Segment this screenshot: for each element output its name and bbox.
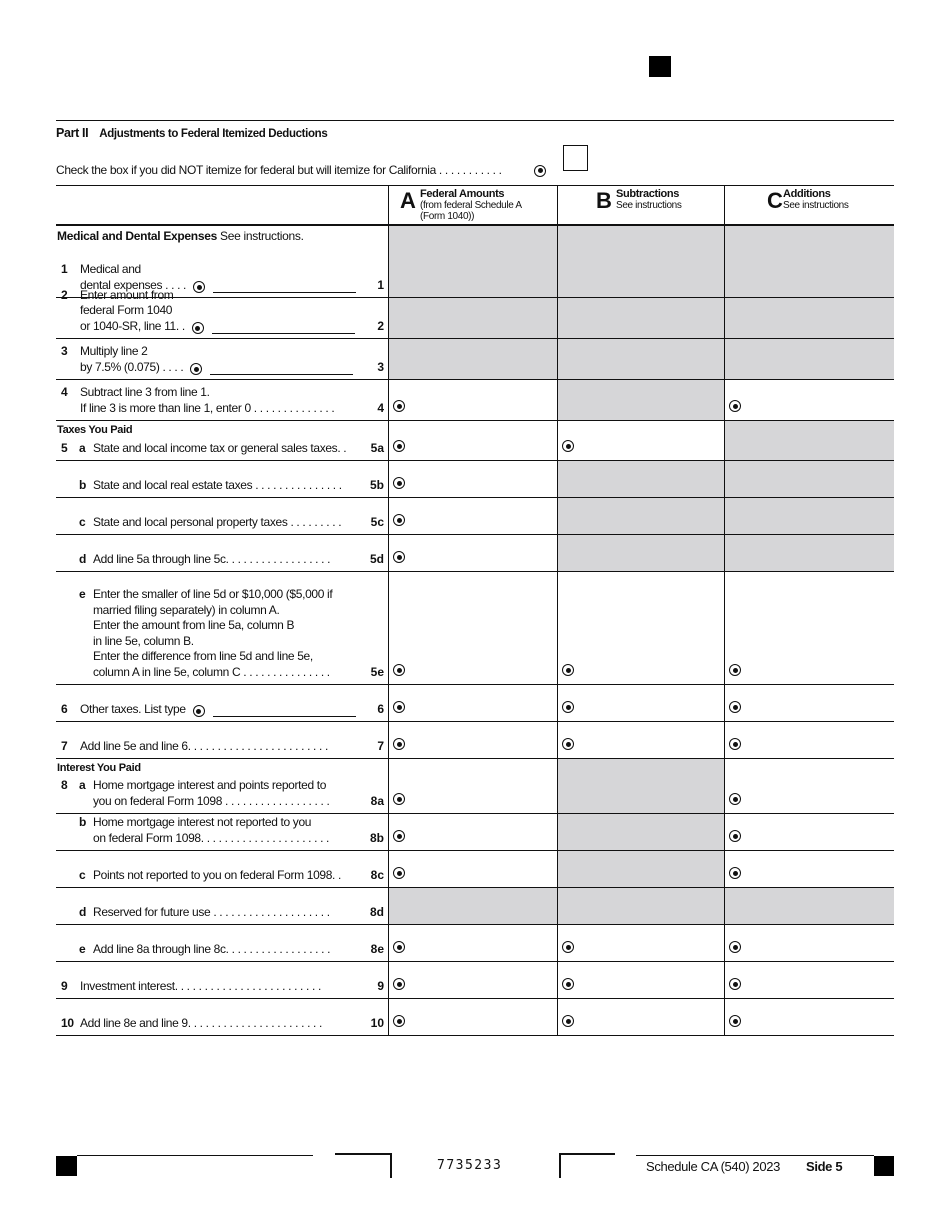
bullet-icon bbox=[192, 322, 204, 334]
section-medical bbox=[57, 229, 304, 243]
column-header-c bbox=[724, 186, 895, 224]
line-7-column-b[interactable] bbox=[557, 722, 724, 758]
bullet-icon bbox=[729, 793, 741, 805]
line-3-column-b bbox=[557, 339, 724, 379]
line-label bbox=[56, 1016, 388, 1036]
line-5d-column-b bbox=[557, 535, 724, 571]
label-line bbox=[56, 478, 388, 494]
bullet-icon bbox=[562, 738, 574, 750]
line-label bbox=[56, 905, 388, 925]
line-1-column-c bbox=[724, 226, 894, 297]
bullet-icon bbox=[393, 941, 405, 953]
label-text: Enter the smaller of line 5d or $10,000 ($5,000 if bbox=[93, 587, 333, 601]
line-number: 9 bbox=[61, 978, 68, 993]
line-ref: 5a bbox=[370, 440, 384, 455]
line-number: 7 bbox=[61, 738, 68, 753]
line-ref: 5d bbox=[369, 551, 384, 566]
line-ref: 1 bbox=[377, 277, 384, 292]
bullet-icon bbox=[729, 941, 741, 953]
label-text: Investment interest. . . . . . . . . . . . . . . . . . . . . . . . . bbox=[80, 978, 321, 993]
bullet-icon bbox=[393, 514, 405, 526]
line-5d bbox=[56, 535, 894, 572]
line-letter: c bbox=[79, 514, 86, 529]
label-line bbox=[56, 979, 388, 995]
bullet-icon bbox=[562, 664, 574, 676]
label-line bbox=[56, 665, 388, 681]
line-5a-column-a[interactable] bbox=[388, 421, 557, 460]
line-2 bbox=[56, 287, 894, 339]
line-number: 6 bbox=[61, 701, 68, 716]
column-letter: A bbox=[400, 188, 416, 213]
label-text: If line 3 is more than line 1, enter 0 . . . . . . . . . . . . . . bbox=[80, 400, 335, 415]
label-line bbox=[56, 401, 388, 417]
bullet-icon bbox=[190, 363, 202, 375]
label-text: Enter the amount from line 5a, column B bbox=[93, 618, 295, 632]
bullet-icon bbox=[729, 830, 741, 842]
line-letter: d bbox=[79, 551, 86, 566]
line-letter: e bbox=[79, 941, 86, 956]
line-7-column-a[interactable] bbox=[388, 722, 557, 758]
bullet-icon bbox=[193, 705, 205, 717]
line-10 bbox=[56, 999, 894, 1036]
line-label bbox=[56, 515, 388, 535]
bullet-icon bbox=[393, 978, 405, 990]
line-label bbox=[56, 739, 388, 759]
line-2-input[interactable] bbox=[212, 321, 355, 334]
line-label bbox=[56, 587, 388, 684]
bullet-icon bbox=[393, 551, 405, 563]
column-letter: C bbox=[767, 188, 783, 213]
label-line bbox=[56, 815, 388, 831]
label-line bbox=[56, 262, 388, 278]
line-1-column-b bbox=[557, 226, 724, 297]
line-4 bbox=[56, 380, 894, 421]
label-line bbox=[56, 385, 388, 401]
line-6-column-c[interactable] bbox=[724, 685, 894, 721]
line-5d-column-c bbox=[724, 535, 894, 571]
line-5c-column-c bbox=[724, 498, 894, 534]
part-label: Part II bbox=[56, 126, 89, 140]
line-label bbox=[56, 288, 388, 339]
line-8d-column-b bbox=[557, 888, 724, 924]
label-text: Medical and bbox=[80, 262, 141, 276]
bullet-icon bbox=[393, 477, 405, 489]
line-5b-column-a[interactable] bbox=[388, 461, 557, 497]
line-9 bbox=[56, 962, 894, 999]
bullet-icon bbox=[729, 701, 741, 713]
registration-mark bbox=[649, 56, 671, 77]
line-10-column-b[interactable] bbox=[557, 999, 724, 1035]
line-ref: 4 bbox=[377, 400, 384, 415]
label-line bbox=[56, 634, 388, 650]
label-line bbox=[56, 288, 388, 304]
label-line bbox=[56, 603, 388, 619]
line-5c-column-a[interactable] bbox=[388, 498, 557, 534]
bullet-icon bbox=[729, 978, 741, 990]
bullet-icon bbox=[393, 400, 405, 412]
bullet-icon bbox=[393, 793, 405, 805]
column-subtitle: See instructions bbox=[783, 200, 849, 211]
label-text: Add line 8e and line 9. . . . . . . . . . . . . . . . . . . . . . . bbox=[80, 1015, 323, 1030]
column-subtitle: (from federal Schedule A bbox=[420, 200, 522, 211]
corner-mark bbox=[559, 1153, 615, 1178]
column-header-row bbox=[56, 185, 894, 226]
label-text: Other taxes. List type bbox=[80, 701, 186, 716]
line-ref: 8a bbox=[370, 793, 384, 808]
label-line bbox=[56, 303, 388, 319]
line-3-column-c bbox=[724, 339, 894, 379]
line-2-column-b bbox=[557, 298, 724, 338]
line-8c bbox=[56, 851, 894, 888]
label-line bbox=[56, 739, 388, 755]
label-text: Home mortgage interest not reported to you bbox=[93, 815, 312, 829]
registration-mark bbox=[56, 1156, 77, 1176]
line-letter: e bbox=[79, 587, 86, 601]
label-text: Add line 8a through line 8c. . . . . . . . . . . . . . . . . . bbox=[93, 941, 331, 956]
line-number: 2 bbox=[61, 287, 68, 302]
line-ref: 2 bbox=[377, 318, 384, 333]
line-ref: 5b bbox=[369, 477, 384, 492]
line-5c-column-b bbox=[557, 498, 724, 534]
line-2-column-a bbox=[388, 298, 557, 338]
column-title: Federal Amounts bbox=[420, 188, 505, 200]
line-5a-column-c bbox=[724, 421, 894, 460]
line-label bbox=[56, 478, 388, 498]
line-label bbox=[56, 702, 388, 722]
line-5b-column-c bbox=[724, 461, 894, 497]
line-2-column-c bbox=[724, 298, 894, 338]
line-letter: c bbox=[79, 867, 86, 882]
divider bbox=[636, 1155, 874, 1156]
line-letter: b bbox=[79, 477, 86, 492]
label-line bbox=[56, 942, 388, 958]
line-8e-column-b[interactable] bbox=[557, 925, 724, 961]
line-number: 5 bbox=[61, 440, 68, 455]
bullet-icon bbox=[534, 165, 546, 177]
line-5b-column-b bbox=[557, 461, 724, 497]
column-title: Additions bbox=[783, 188, 831, 200]
label-line bbox=[56, 319, 388, 335]
line-3 bbox=[56, 339, 894, 380]
bullet-icon bbox=[393, 664, 405, 676]
label-text: column A in line 5e, column C . . . . . . . . . . . . . . . bbox=[93, 664, 330, 679]
label-line bbox=[56, 794, 388, 810]
section-note: See instructions. bbox=[220, 229, 304, 243]
label-line bbox=[56, 441, 388, 457]
line-8b-column-c[interactable] bbox=[724, 814, 894, 850]
line-9-column-a[interactable] bbox=[388, 962, 557, 998]
line-ref: 8e bbox=[370, 941, 384, 956]
column-header-b bbox=[557, 186, 725, 224]
line-ref: 5e bbox=[370, 664, 384, 679]
registration-mark bbox=[874, 1156, 894, 1176]
bullet-icon bbox=[393, 701, 405, 713]
label-line bbox=[56, 831, 388, 847]
section-title: Interest You Paid bbox=[57, 762, 141, 774]
line-label bbox=[56, 979, 388, 999]
line-5c bbox=[56, 498, 894, 535]
line-3-input[interactable] bbox=[210, 362, 353, 375]
line-5e-column-c[interactable] bbox=[724, 572, 894, 684]
line-8c-column-a[interactable] bbox=[388, 851, 557, 887]
divider bbox=[77, 1155, 313, 1156]
line-ref: 6 bbox=[377, 701, 384, 716]
label-line bbox=[56, 778, 388, 794]
line-8d bbox=[56, 888, 894, 925]
label-line bbox=[56, 1016, 388, 1032]
line-4-column-c[interactable] bbox=[724, 380, 894, 420]
line-label bbox=[56, 815, 388, 850]
bullet-icon bbox=[729, 867, 741, 879]
label-text: Enter the difference from line 5d and line 5e, bbox=[93, 649, 313, 663]
corner-mark bbox=[335, 1153, 392, 1178]
bullet-icon bbox=[393, 830, 405, 842]
bullet-icon bbox=[729, 738, 741, 750]
column-letter: B bbox=[596, 188, 612, 213]
column-title: Subtractions bbox=[616, 188, 680, 200]
line-5e-column-b[interactable] bbox=[557, 572, 724, 684]
line-4-column-b bbox=[557, 380, 724, 420]
label-text: Add line 5e and line 6. . . . . . . . . . . . . . . . . . . . . . . . bbox=[80, 738, 328, 753]
label-text: Enter amount from bbox=[80, 287, 174, 302]
label-text: married filing separately) in column A. bbox=[93, 602, 280, 617]
bullet-icon bbox=[562, 440, 574, 452]
line-ref: 8c bbox=[370, 867, 384, 882]
line-5e-column-a[interactable] bbox=[388, 572, 557, 684]
form-name: Schedule CA (540) 2023 bbox=[646, 1159, 780, 1174]
line-ref: 8b bbox=[369, 830, 384, 845]
line-label bbox=[56, 344, 388, 379]
bullet-icon bbox=[562, 701, 574, 713]
line-5e bbox=[56, 572, 894, 685]
bullet-icon bbox=[729, 400, 741, 412]
label-line bbox=[56, 868, 388, 884]
bullet-icon bbox=[562, 1015, 574, 1027]
line-10-column-a[interactable] bbox=[388, 999, 557, 1035]
bullet-icon bbox=[393, 738, 405, 750]
bullet-icon bbox=[729, 664, 741, 676]
line-number: 10 bbox=[61, 1015, 74, 1030]
section-taxes bbox=[57, 422, 132, 436]
label-text: Reserved for future use . . . . . . . . . . . . . . . . . . . . bbox=[93, 904, 330, 919]
part-header bbox=[56, 126, 327, 140]
bullet-icon bbox=[729, 1015, 741, 1027]
line-ref: 9 bbox=[377, 978, 384, 993]
label-text: federal Form 1040 bbox=[80, 303, 173, 317]
line-7 bbox=[56, 722, 894, 759]
label-text: by 7.5% (0.075) . . . . bbox=[80, 359, 184, 374]
label-text: Add line 5a through line 5c. . . . . . . . . . . . . . . . . . bbox=[93, 551, 331, 566]
check-box-text: Check the box if you did NOT itemize for federal but will itemize for California . . . . . . . . . . . bbox=[56, 163, 502, 177]
section-title: Medical and Dental Expenses bbox=[57, 229, 217, 243]
bullet-icon bbox=[562, 978, 574, 990]
line-1-column-a bbox=[388, 226, 557, 297]
bullet-icon bbox=[393, 1015, 405, 1027]
line-label bbox=[56, 441, 388, 461]
line-label bbox=[56, 868, 388, 888]
section-title: Taxes You Paid bbox=[57, 424, 133, 436]
label-text: Subtract line 3 from line 1. bbox=[80, 385, 210, 399]
label-line bbox=[56, 515, 388, 531]
line-3-column-a bbox=[388, 339, 557, 379]
line-8e bbox=[56, 925, 894, 962]
column-subtitle-2: (Form 1040)) bbox=[420, 211, 475, 222]
line-label bbox=[56, 942, 388, 962]
line-ref: 7 bbox=[377, 738, 384, 753]
label-line bbox=[56, 702, 388, 718]
label-text: dental expenses . . . . bbox=[80, 277, 187, 292]
label-text: on federal Form 1098. . . . . . . . . . . . . . . . . . . . . . bbox=[93, 830, 330, 845]
line-label bbox=[56, 778, 388, 813]
line-5d-column-a[interactable] bbox=[388, 535, 557, 571]
line-8e-column-c[interactable] bbox=[724, 925, 894, 961]
line-letter: a bbox=[79, 440, 86, 455]
line-number: 1 bbox=[61, 262, 68, 276]
line-label bbox=[56, 552, 388, 572]
line-8a bbox=[56, 759, 894, 814]
line-8d-column-a bbox=[388, 888, 557, 924]
bullet-icon bbox=[393, 867, 405, 879]
label-line bbox=[56, 360, 388, 376]
line-letter: d bbox=[79, 904, 86, 919]
line-number: 8 bbox=[61, 778, 68, 792]
line-letter: a bbox=[79, 778, 86, 792]
line-8c-column-b bbox=[557, 851, 724, 887]
line-7-column-c[interactable] bbox=[724, 722, 894, 758]
line-8c-column-c[interactable] bbox=[724, 851, 894, 887]
label-line bbox=[56, 905, 388, 921]
line-8e-column-a[interactable] bbox=[388, 925, 557, 961]
line-9-column-b[interactable] bbox=[557, 962, 724, 998]
line-6-input[interactable] bbox=[213, 704, 356, 717]
label-text: Home mortgage interest and points reported to bbox=[93, 778, 327, 792]
line-6-column-a[interactable] bbox=[388, 685, 557, 721]
line-ref: 5c bbox=[370, 514, 384, 529]
label-text: in line 5e, column B. bbox=[93, 633, 194, 648]
line-6 bbox=[56, 685, 894, 722]
line-8b-column-b bbox=[557, 814, 724, 850]
line-6-column-b[interactable] bbox=[557, 685, 724, 721]
label-line bbox=[56, 344, 388, 360]
line-5b bbox=[56, 461, 894, 498]
label-line bbox=[56, 649, 388, 665]
column-subtitle: See instructions bbox=[616, 200, 682, 211]
label-text: Multiply line 2 bbox=[80, 344, 148, 358]
itemize-california-checkbox[interactable] bbox=[563, 145, 588, 171]
line-5a-column-b[interactable] bbox=[557, 421, 724, 460]
line-8a-column-c[interactable] bbox=[724, 759, 894, 813]
line-number: 3 bbox=[61, 344, 68, 358]
label-text: Points not reported to you on federal Form 1098. . bbox=[93, 867, 341, 882]
line-9-column-c[interactable] bbox=[724, 962, 894, 998]
line-4-column-a[interactable] bbox=[388, 380, 557, 420]
form-code: 7735233 bbox=[437, 1158, 503, 1173]
line-letter: b bbox=[79, 815, 86, 829]
line-8a-column-a[interactable] bbox=[388, 759, 557, 813]
label-text: State and local personal property taxes . . . . . . . . . bbox=[93, 514, 342, 529]
line-8b bbox=[56, 814, 894, 851]
line-8d-column-c bbox=[724, 888, 894, 924]
label-text: State and local income tax or general sales taxes. . bbox=[93, 440, 347, 455]
label-line bbox=[56, 552, 388, 568]
label-line bbox=[56, 587, 388, 603]
line-label bbox=[56, 385, 388, 420]
line-5a bbox=[56, 421, 894, 461]
line-ref: 8d bbox=[369, 904, 384, 919]
line-ref: 3 bbox=[377, 359, 384, 374]
line-number: 4 bbox=[61, 385, 68, 399]
section-interest bbox=[57, 760, 141, 774]
line-ref: 10 bbox=[370, 1015, 384, 1030]
part-title: Adjustments to Federal Itemized Deductions bbox=[99, 128, 328, 140]
bullet-icon bbox=[393, 440, 405, 452]
label-text: or 1040-SR, line 11. . bbox=[80, 318, 185, 333]
line-10-column-c[interactable] bbox=[724, 999, 894, 1035]
label-text: you on federal Form 1098 . . . . . . . . . . . . . . . . . . bbox=[93, 793, 330, 808]
line-8a-column-b bbox=[557, 759, 724, 813]
divider bbox=[56, 120, 894, 121]
label-text: State and local real estate taxes . . . . . . . . . . . . . . . bbox=[93, 477, 342, 492]
column-header-a bbox=[388, 186, 558, 224]
line-8b-column-a[interactable] bbox=[388, 814, 557, 850]
label-line bbox=[56, 618, 388, 634]
bullet-icon bbox=[562, 941, 574, 953]
side-label: Side 5 bbox=[806, 1159, 843, 1174]
